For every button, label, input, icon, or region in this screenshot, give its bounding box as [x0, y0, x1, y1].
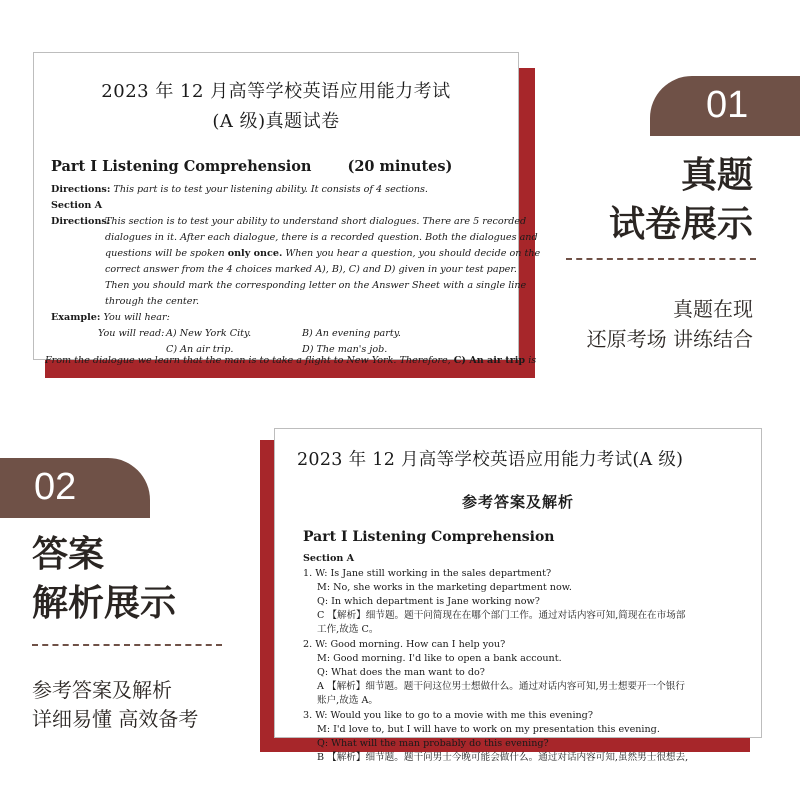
example-label: Example:	[51, 312, 101, 323]
option-d: D) The man's job.	[302, 344, 388, 355]
section-number: 02	[34, 466, 77, 508]
question-line: B 【解析】细节题。题干问男士今晚可能会做什么。通过对话内容可知,虽然男士很想去,	[317, 752, 689, 763]
exam-title-line2: (A 级)真题试卷	[212, 111, 340, 132]
section-number-tab	[650, 76, 800, 136]
directions-line: through the center.	[105, 296, 200, 307]
question-line: 3. W: Would you like to go to a movie with me this evening?	[303, 710, 593, 721]
question-line: M: I'd love to, but I will have to work on my presentation this evening.	[317, 724, 660, 735]
answer-subtitle: 参考答案及解析	[461, 493, 574, 511]
emphasis-text: only once.	[227, 248, 283, 259]
directions-line: This section is to test your ability to understand short dialogues. There are 5 recorded	[105, 216, 527, 227]
section-a-label: Section A	[303, 553, 355, 564]
directions-label: Directions:	[51, 184, 111, 195]
question-line: M: Good morning. I'd like to open a bank account.	[317, 653, 562, 664]
section-heading: 真题	[680, 155, 753, 196]
answer-key-image	[274, 428, 762, 763]
exam-paper-image	[33, 52, 541, 366]
part-heading: Part Ⅰ Listening Comprehension	[303, 529, 555, 545]
dashed-divider	[566, 258, 756, 260]
directions-line: correct answer from the 4 choices marked A), B), C) and D) given in your test paper.	[105, 264, 517, 275]
analysis-line: 工作,故选 C。	[317, 624, 379, 635]
analysis-line: C 【解析】细节题。题干问简现在在哪个部门工作。通过对话内容可知,简现在在市场部	[317, 610, 686, 621]
part-time: (20 minutes)	[347, 158, 453, 175]
analysis-line: A 【解析】细节题。题干问这位男士想做什么。通过对话内容可知,男士想要开一个银行	[317, 681, 685, 692]
directions-label: Directions:	[51, 216, 111, 227]
question-line: Q: What does the man want to do?	[317, 667, 485, 678]
option-a: A) New York City.	[166, 328, 252, 339]
option-c: C) An air trip.	[166, 344, 234, 355]
question-line: Q: What will the man probably do this evening?	[317, 738, 549, 749]
analysis-line: 账户,故选 A。	[317, 695, 378, 706]
question-line: 1. W: Is Jane still working in the sales department?	[303, 568, 552, 579]
section-heading: 答案	[32, 534, 105, 575]
section-heading: 试卷展示	[608, 204, 753, 245]
exam-title-line1: 2023 年 12 月高等学校英语应用能力考试	[101, 81, 451, 102]
directions-text: This part is to test your listening ability. It consists of 4 sections.	[113, 184, 428, 195]
directions-line: Then you should mark the corresponding letter on the Answer Sheet with a single line	[105, 280, 527, 291]
example-line: Example: You will hear:	[51, 312, 170, 323]
section-heading: 解析展示	[32, 583, 177, 624]
section-number-tab	[0, 458, 150, 518]
answer-title: 2023 年 12 月高等学校英语应用能力考试(A 级)	[297, 450, 684, 470]
section-tagline: 详细易懂 高效备考	[32, 707, 199, 731]
section-tagline: 参考答案及解析	[32, 678, 172, 702]
part-heading	[51, 158, 452, 175]
directions-line: dialogues in it. After each dialogue, there is a recorded question. Both the dialogues and	[105, 232, 538, 243]
dashed-divider	[32, 644, 222, 646]
question-line: M: No, she works in the marketing department now.	[317, 582, 572, 593]
part-title: Part Ⅰ Listening Comprehension	[51, 158, 312, 175]
section-number: 01	[706, 84, 749, 126]
directions-line: questions will be spoken only once. When you hear a question, you should decide on the	[105, 248, 541, 259]
example-explanation: From the dialogue we learn that the man is to take a flight to New York. Therefore, C) An air trip is	[45, 355, 537, 366]
you-will-read: You will read:	[98, 328, 165, 339]
section-a-label: Section A	[51, 200, 103, 211]
directions-1	[51, 185, 428, 195]
question-line: 2. W: Good morning. How can I help you?	[303, 639, 506, 650]
section-tagline: 真题在现	[673, 297, 753, 321]
question-line: Q: In which department is Jane working now?	[317, 596, 540, 607]
option-b: B) An evening party.	[302, 328, 401, 339]
section-tagline: 还原考场 讲练结合	[586, 327, 753, 351]
